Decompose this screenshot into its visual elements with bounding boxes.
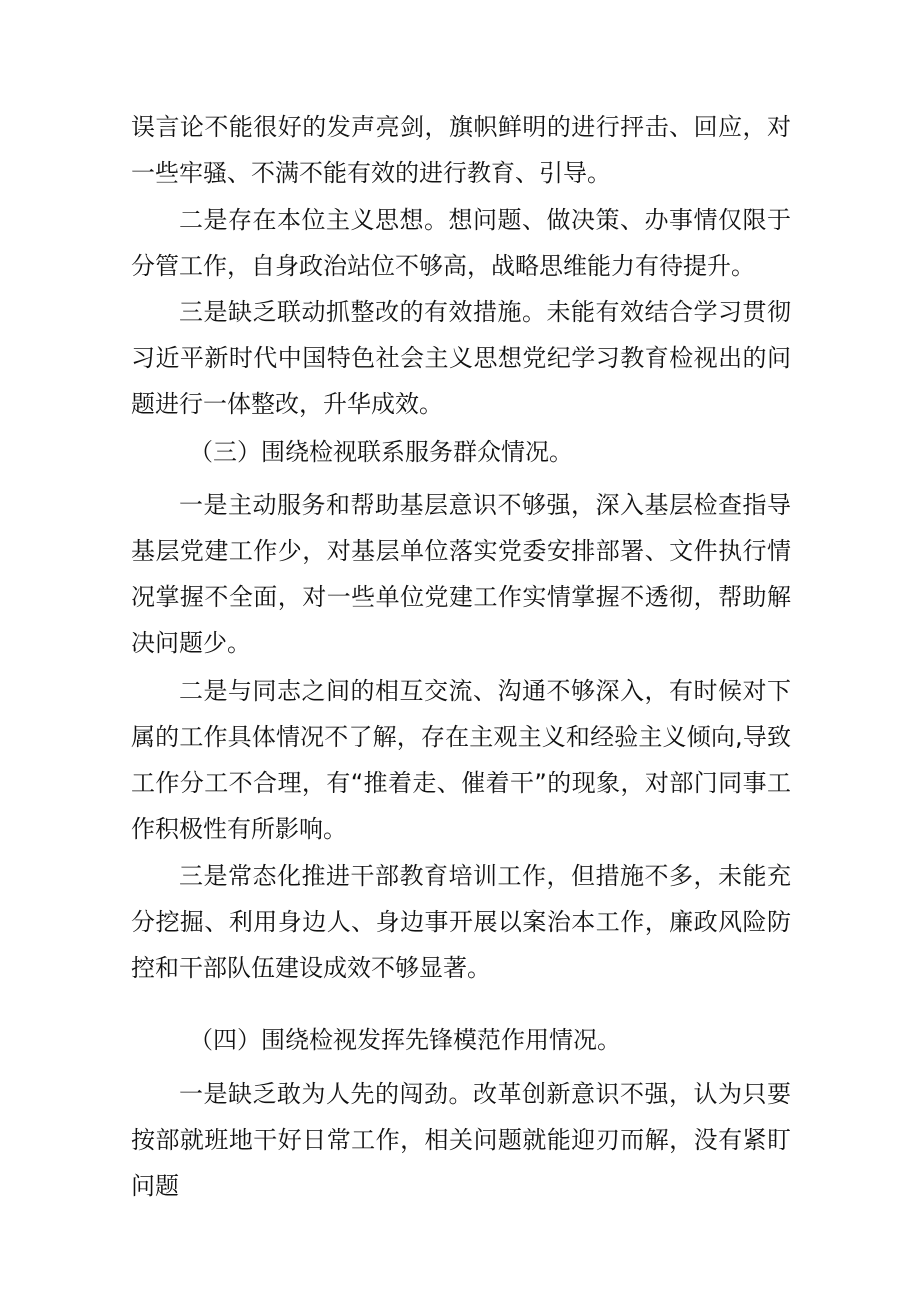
section-heading-3: （三）围绕检视联系服务群众情况。	[189, 438, 573, 466]
paragraph-service-1: 一是主动服务和帮助基层意识不够强，深入基层检查指导基层党建工作少，对基层单位落实党委安排部署、文件执行情况掌握不全面，对一些单位党建工作实情掌握不透彻，帮助解决问题少。	[131, 491, 791, 657]
section-heading-4: （四）围绕检视发挥先锋模范作用情况。	[189, 1026, 621, 1054]
paragraph-item-3: 三是缺乏联动抓整改的有效措施。未能有效结合学习贯彻习近平新时代中国特色社会主义思想党纪学习教育检视出的问题进行一体整改，升华成效。	[131, 298, 791, 418]
paragraph-service-2: 二是与同志之间的相互交流、沟通不够深入，有时候对下属的工作具体情况不了解，存在主观主义和经验主义倾向,导致工作分工不合理，有“推着走、催着干”的现象，对部门同事工作积极性有所影响。	[131, 677, 791, 843]
paragraph-service-3: 三是常态化推进干部教育培训工作，但措施不多，未能充分挖掘、利用身边人、身边事开展以案治本工作，廉政风险防控和干部队伍建设成效不够显著。	[131, 862, 791, 982]
paragraph-item-2: 二是存在本位主义思想。想问题、做决策、办事情仅限于分管工作，自身政治站位不够高，战略思维能力有待提升。	[131, 206, 791, 280]
paragraph-pioneer-1: 一是缺乏敢为人先的闯劲。改革创新意识不强，认为只要按部就班地干好日常工作，相关问题就能迎刃而解，没有紧盯问题	[131, 1080, 791, 1200]
paragraph-continuation: 误言论不能很好的发声亮剑，旗帜鲜明的进行抨击、回应，对一些牢骚、不满不能有效的进行教育、引导。	[131, 113, 791, 187]
